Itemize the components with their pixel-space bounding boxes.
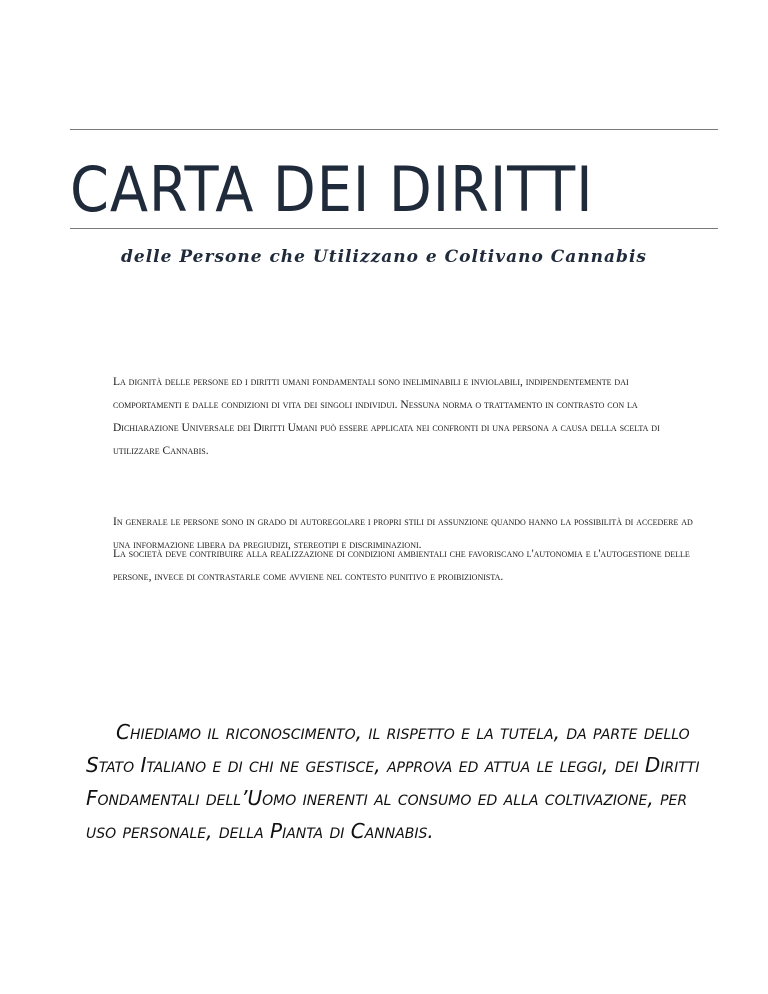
demand-statement: Chiediamo il riconoscimento, il rispetto e la tutela, da parte dello Stato Italiano e di chi ne gestisce, approva ed attua le leggi, dei Diritti Fondamentali dell’Uomo inerenti al consumo ed alla coltivazione, per uso personale, della Pianta di Cannabis. <box>86 720 700 843</box>
title-divider <box>70 228 718 229</box>
paragraph-society: La società deve contribuire alla realizzazione di condizioni ambientali che favoriscano l'autonomia e l'autogestione delle persone, invece di contrastarle come avviene nel contesto punitivo e proibizionista. <box>113 548 690 583</box>
paragraph-self-regulation: In generale le persone sono in grado di autoregolare i propri stili di assunzione quando hanno la possibilità di accedere ad una informazione libera da pregiudizi, stereotipi e discriminazioni. <box>113 516 693 551</box>
document-title: CARTA DEI DIRITTI <box>70 153 594 226</box>
top-divider <box>70 129 718 130</box>
paragraph-dignity: La dignità delle persone ed i diritti umani fondamentali sono ineliminabili e inviolabili, indipendentemente dai comportamenti e dalle condizioni di vita dei singoli individui. Nessuna norma o trattamento in contrasto con la Dichiarazione Universale dei Diritti Umani può essere applicata nei confronti di una persona a causa della scelta di utilizzare Cannabis. <box>113 376 660 457</box>
document-subtitle: delle Persone che Utilizzano e Coltivano Cannabis <box>121 247 647 267</box>
